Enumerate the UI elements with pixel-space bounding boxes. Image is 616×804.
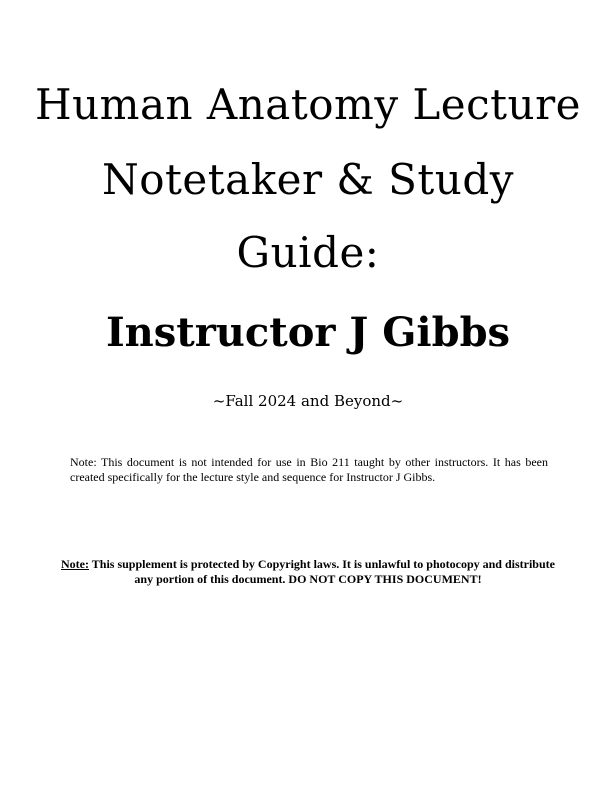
title-line-3: Guide: xyxy=(236,228,380,277)
title-line-1: Human Anatomy Lecture xyxy=(34,80,582,129)
title-line-2: Notetaker & Study xyxy=(102,155,514,204)
usage-note: Note: This document is not intended for use in Bio 211 taught by other instructors. It has been created specifically for the lecture style and sequence for Instructor J Gibbs. xyxy=(70,455,548,484)
term-subtitle: ~Fall 2024 and Beyond~ xyxy=(212,392,404,410)
copyright-note-text: This supplement is protected by Copyright laws. It is unlawful to photocopy and distribute any portion of this document. DO NOT COPY THIS DOCUMENT! xyxy=(89,557,555,586)
instructor-heading: Instructor J Gibbs xyxy=(105,309,511,356)
copyright-note-label: Note: xyxy=(61,557,89,571)
copyright-notice xyxy=(60,557,556,587)
